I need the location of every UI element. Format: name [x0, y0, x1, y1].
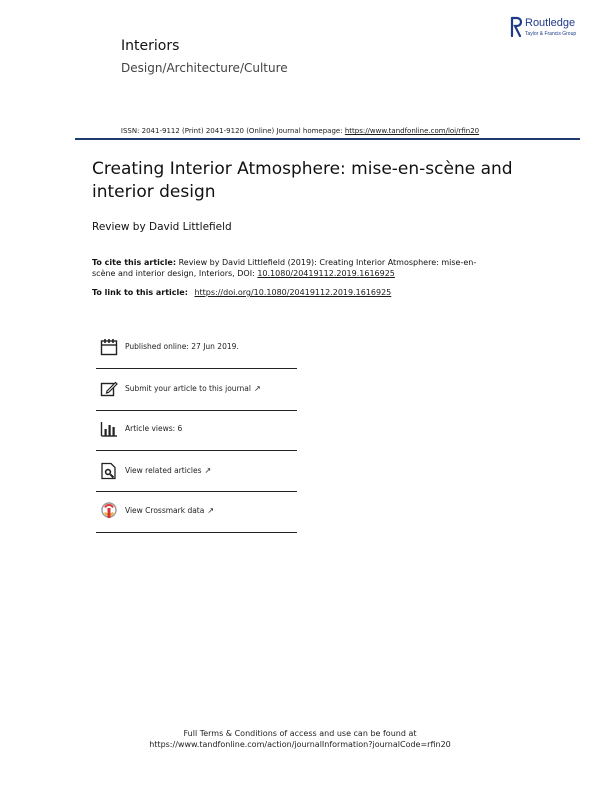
submit-article-text: Submit your article to this journal: [125, 384, 251, 393]
crossmark-text: View Crossmark data: [125, 506, 205, 515]
edit-icon: [100, 380, 118, 398]
article-doi-link[interactable]: https://doi.org/10.1080/20419112.2019.1616925: [194, 288, 392, 297]
issn-line: [0, 127, 600, 135]
crossmark-row[interactable]: [96, 494, 297, 534]
published-online-text: Published online: 27 Jun 2019.: [125, 342, 239, 351]
info-divider: [96, 410, 297, 411]
search-document-icon: [100, 462, 118, 480]
journal-title: Interiors: [121, 38, 180, 54]
bar-chart-icon: [100, 420, 118, 438]
issn-text: ISSN: 2041-9112 (Print) 2041-9120 (Online) Journal homepage:: [120, 127, 343, 135]
published-online-row: [96, 330, 297, 370]
external-link-icon: ↗︎: [204, 466, 212, 475]
citation-block: [92, 257, 492, 279]
related-articles-text: View related articles: [125, 466, 202, 475]
review-author: Review by David Littlefield: [92, 221, 232, 233]
journal-homepage-link[interactable]: https://www.tandfonline.com/loi/rfin20: [344, 127, 480, 135]
cite-label: To cite this article:: [92, 258, 177, 267]
external-link-icon: ↗︎: [207, 506, 215, 515]
info-divider: [96, 368, 297, 369]
article-views-text: Article views: 6: [125, 424, 183, 433]
footer-terms-text: Full Terms & Conditions of access and use can be found at: [183, 729, 417, 738]
link-label: To link to this article:: [92, 288, 188, 297]
publisher-tagline: Taylor & Francis Group: [525, 31, 577, 37]
cite-text: Review by David Littlefield (2019): Creating Interior Atmosphere: mise-en-scène and interior design, Interiors, DOI:: [92, 258, 477, 278]
info-divider: [96, 532, 297, 533]
article-title: Creating Interior Atmosphere: mise-en-scène and interior design: [92, 159, 513, 202]
cite-doi-link[interactable]: 10.1080/20419112.2019.1616925: [257, 269, 395, 278]
submit-article-link[interactable]: [125, 384, 261, 393]
crossmark-icon: [100, 502, 118, 520]
publisher-logo[interactable]: [510, 16, 592, 46]
article-views-row: [96, 412, 297, 452]
external-link-icon: ↗︎: [253, 384, 261, 393]
journal-subtitle: Design/Architecture/Culture: [121, 61, 288, 75]
crossmark-link[interactable]: [125, 506, 214, 515]
related-articles-link[interactable]: [125, 466, 211, 475]
submit-article-row[interactable]: [96, 372, 297, 412]
footer: [0, 728, 600, 750]
publisher-name: Routledge: [525, 17, 576, 29]
calendar-icon: [100, 338, 118, 356]
header-divider: [75, 138, 580, 140]
info-divider: [96, 491, 297, 492]
footer-terms-link[interactable]: https://www.tandfonline.com/action/journalInformation?journalCode=rfin20: [149, 740, 451, 749]
routledge-logo-icon: [510, 16, 522, 38]
article-link-block: [92, 288, 512, 297]
info-divider: [96, 450, 297, 451]
related-articles-row[interactable]: [96, 454, 297, 494]
